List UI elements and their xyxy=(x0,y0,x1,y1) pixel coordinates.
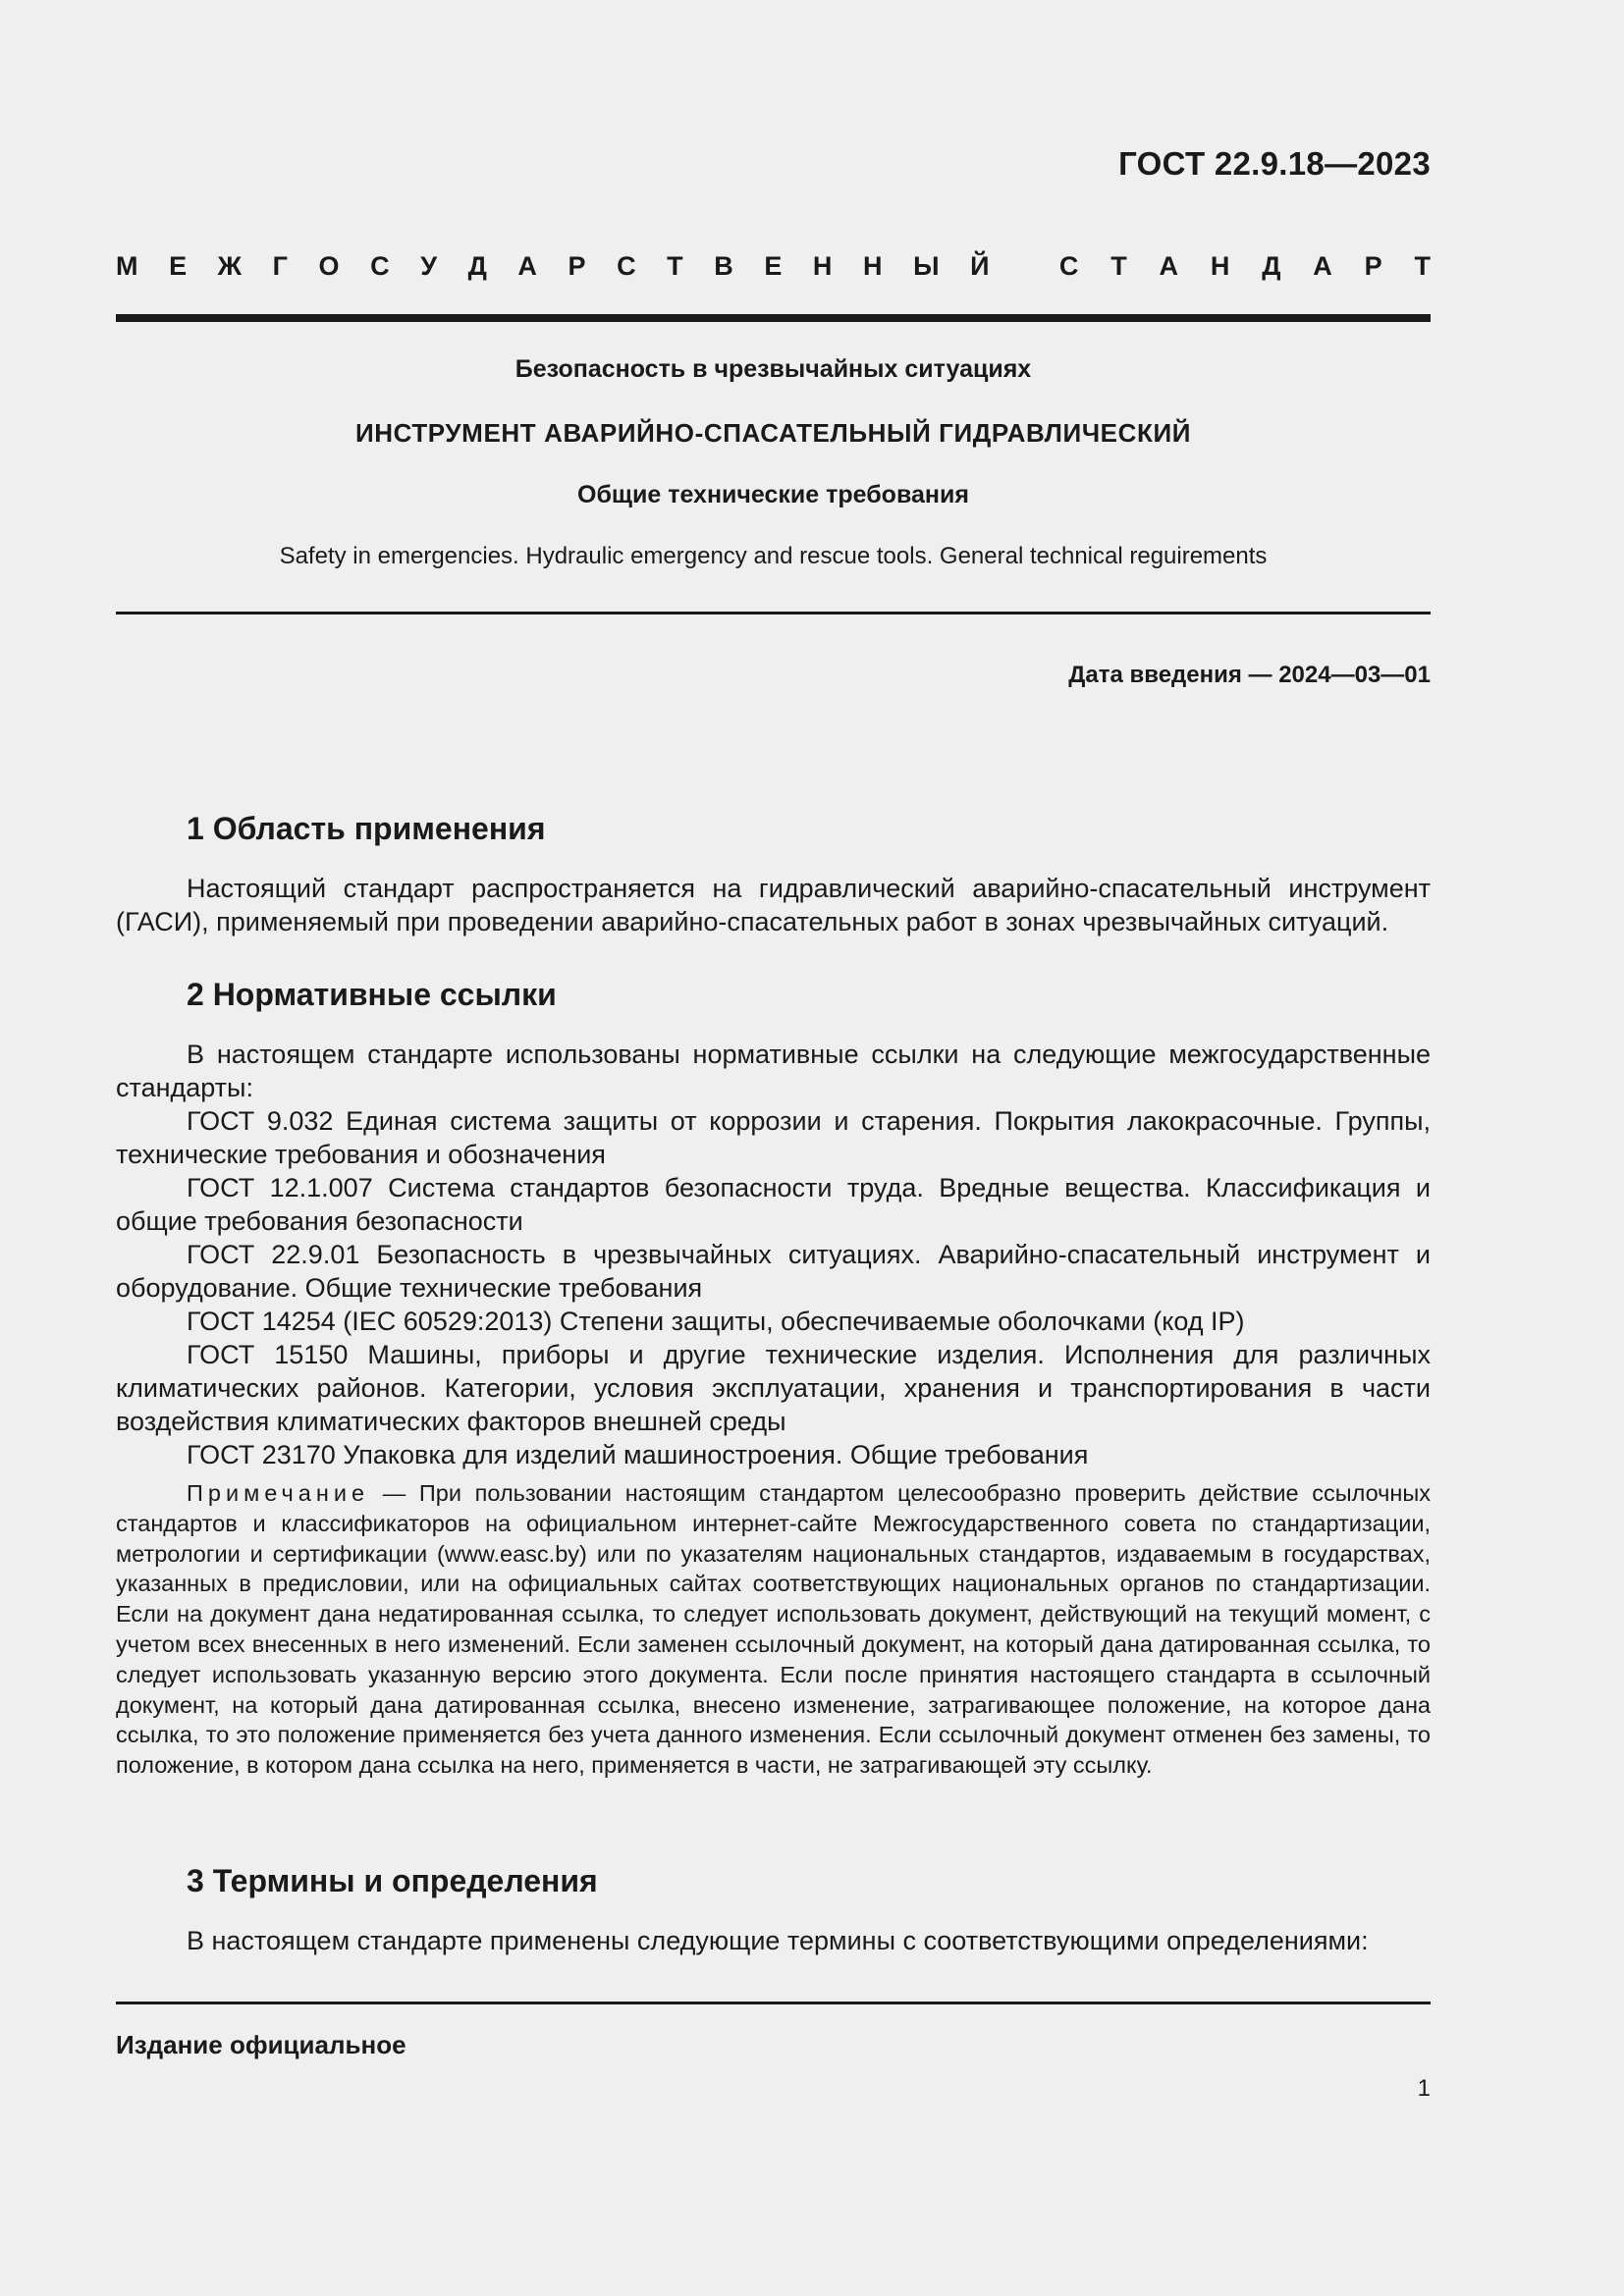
section-3-heading: 3 Термины и определения xyxy=(187,1863,598,1898)
section-2-body xyxy=(116,1038,1431,1471)
title-english: Safety in emergencies. Hydraulic emergency and rescue tools. General technical reguirements xyxy=(279,543,1268,569)
banner-letter: А xyxy=(1159,251,1179,281)
banner-letter: В xyxy=(714,251,733,281)
reference-item: ГОСТ 14254 (IEC 60529:2013) Степени защиты, обеспечиваемые оболочками (код IP) xyxy=(187,1307,1245,1336)
introduction-date: Дата введения — 2024—03—01 xyxy=(1068,662,1431,688)
banner-letter: С xyxy=(1058,251,1079,281)
standard-word xyxy=(1059,251,1431,282)
section-3-body xyxy=(116,1924,1431,1957)
banner-letter: Р xyxy=(1364,251,1382,281)
title-subtitle: Общие технические требования xyxy=(577,481,969,508)
reference-item: ГОСТ 22.9.01 Безопасность в чрезвычайных ситуациях. Аварийно-спасательный инструмент и оборудование. Общие технические требования xyxy=(116,1240,1431,1303)
banner-letter: Ы xyxy=(913,251,940,281)
title-series: Безопасность в чрезвычайных ситуациях xyxy=(514,355,1032,383)
banner-letter: У xyxy=(420,251,438,281)
banner-letter: Д xyxy=(467,251,487,281)
banner-letter: А xyxy=(1313,251,1332,281)
banner-letter: Н xyxy=(812,251,833,281)
banner-letter: О xyxy=(318,251,340,281)
banner-letter: Т xyxy=(1110,251,1127,281)
interstate-standard-banner xyxy=(116,251,1431,282)
banner-letter: Ж xyxy=(217,251,243,281)
footer-rule xyxy=(116,2002,1431,2004)
header-rule xyxy=(116,314,1431,322)
banner-letter: А xyxy=(517,251,537,281)
banner-letter: С xyxy=(370,251,390,281)
reference-item: ГОСТ 12.1.007 Система стандартов безопасности труда. Вредные вещества. Классификация и общие требования безопасности xyxy=(116,1173,1431,1236)
note-text: — При пользовании настоящим стандартом целесообразно проверить действие ссылочных стандартов и классификаторов на официальном интернет-сайте Межгосударственного совета по стандартизации, метрологии и сертификации (www.easc.by) или по указателям национальных стандартов, издаваемым в государствах, указанных в предисловии, или на официальных сайтах соответствующих национальных органов по стандартизации. Если на документ дана недатированная ссылка, то следует использовать документ, действующий на текущий момент, с учетом всех внесенных в него изменений. Если заменен ссылочный документ, на который дана датированная ссылка, то следует использовать указанную версию этого документа. Если после принятия настоящего стандарта в ссылочный документ, на который дана датированная ссылка, внесено изменение, затрагивающее положение, на которое дана ссылка, то это положение применяется без учета данного изменения. Если ссылочный документ отменен без замены, то положение, в котором дана ссылка на него, применяется в части, не затрагивающей эту ссылку. xyxy=(116,1480,1431,1779)
interstate-word xyxy=(116,251,990,282)
section-2-heading: 2 Нормативные ссылки xyxy=(187,977,557,1012)
title-rule xyxy=(116,612,1431,614)
banner-letter: Д xyxy=(1262,251,1281,281)
banner-letter: Н xyxy=(863,251,883,281)
banner-letter: М xyxy=(116,251,138,281)
section-2-intro: В настоящем стандарте использованы нормативные ссылки на следующие межгосударственные стандарты: xyxy=(116,1040,1431,1102)
title-main: ИНСТРУМЕНТ АВАРИЙНО-СПАСАТЕЛЬНЫЙ ГИДРАВЛИЧЕСКИЙ xyxy=(354,418,1192,448)
banner-letter: Е xyxy=(764,251,783,281)
banner-letter: Е xyxy=(169,251,188,281)
banner-letter: Р xyxy=(568,251,586,281)
banner-letter: Т xyxy=(1414,251,1431,281)
banner-letter: Й xyxy=(970,251,990,281)
section-2-note xyxy=(116,1478,1431,1781)
page-number: 1 xyxy=(1417,2075,1431,2102)
reference-item: ГОСТ 23170 Упаковка для изделий машиностроения. Общие требования xyxy=(187,1440,1089,1469)
banner-letter: Н xyxy=(1210,251,1230,281)
banner-letter: С xyxy=(617,251,636,281)
section-3-paragraph: В настоящем стандарте применены следующие термины с соответствующими определениями: xyxy=(187,1926,1369,1955)
reference-item: ГОСТ 15150 Машины, приборы и другие технические изделия. Исполнения для различных климатических районов. Категории, условия эксплуатации, хранения и транспортирования в части воздействия климатических факторов внешней среды xyxy=(116,1340,1431,1436)
section-1-heading: 1 Область применения xyxy=(187,811,546,846)
section-1-paragraph: Настоящий стандарт распространяется на гидравлический аварийно-спасательный инструмент (ГАСИ), применяемый при проведении аварийно-спасательных работ в зонах чрезвычайных ситуаций. xyxy=(116,874,1431,936)
banner-letter: Г xyxy=(272,251,288,281)
section-1-body xyxy=(116,872,1431,938)
banner-letter: Т xyxy=(667,251,683,281)
reference-item: ГОСТ 9.032 Единая система защиты от коррозии и старения. Покрытия лакокрасочные. Группы, технические требования и обозначения xyxy=(116,1106,1431,1169)
standard-designation: ГОСТ 22.9.18—2023 xyxy=(1118,145,1431,182)
official-edition-label: Издание официальное xyxy=(116,2030,406,2059)
note-label: Примечание xyxy=(187,1480,370,1506)
